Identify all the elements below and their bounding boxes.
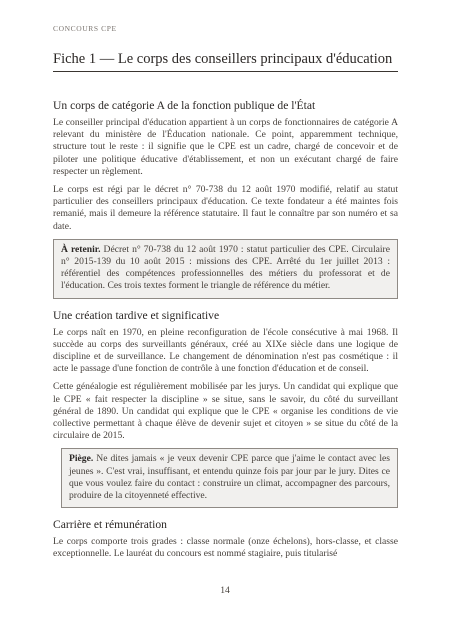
section-creation <box>53 308 398 509</box>
callout-text <box>69 453 390 502</box>
paragraph: Le corps naît en 1970, en pleine reconfiguration de l'école consécutive à mai 1968. Il succède au corps des surveillants généraux, créé au XIXe siècle dans une logique de discipline et de surveillance. Le changement de dénomination n'est pas cosmétique : il acte le passage d'une fonction de contrôle à une fonction d'éducation et de conseil. <box>53 326 398 375</box>
callout-body: Ne dites jamais « je veux devenir CPE parce que j'aime le contact avec les jeunes ». C'est vrai, insuffisant, et entendu quinze fois par jour par le jury. Dites ce que vous voulez faire du contact : construire un climat, accompagner des parcours, produire de la citoyenneté effective. <box>69 453 390 502</box>
callout-piege <box>61 448 398 508</box>
callout-a-retenir <box>53 239 398 299</box>
section-heading: Carrière et rémunération <box>53 518 167 532</box>
page-number: 14 <box>220 585 230 596</box>
section-heading: Une création tardive et significative <box>53 308 220 322</box>
section-carriere <box>53 517 398 560</box>
title-rule <box>53 71 398 72</box>
callout-text <box>61 244 390 293</box>
paragraph: Le conseiller principal d'éducation appartient à un corps de fonctionnaires de catégorie A relevant du ministère de l'Éducation nationale. Ce point, apparemment technique, structure tout le reste : il signifie que le CPE est un cadre, chargé de concevoir et de piloter une politique éducative d'établissement, et non un exécutant chargé de faire respecter un règlement. <box>53 117 398 177</box>
chapter-title: Fiche 1 — Le corps des conseillers principaux d'éducation <box>53 51 393 67</box>
section-heading: Un corps de catégorie A de la fonction publique de l'État <box>53 99 316 112</box>
callout-body: Décret n° 70-738 du 12 août 1970 : statut particulier des CPE. Circulaire n° 2015-139 du 10 août 2015 : missions des CPE. Arrêté du 1er juillet 2013 : référentiel des compétences professionnelles des métiers du professorat et de l'éducation. Ces trois textes forment le triangle de référence du métier. <box>61 243 390 292</box>
paragraph: Le corps comporte trois grades : classe normale (onze échelons), hors-classe, et classe exceptionnelle. Le lauréat du concours est nommé stagiaire, puis titularisé <box>53 536 398 560</box>
callout-label: À retenir. <box>61 243 101 255</box>
callout-label: Piège. <box>69 453 94 465</box>
running-head: CONCOURS CPE <box>53 24 117 33</box>
page-content <box>53 98 398 567</box>
paragraph: Cette généalogie est régulièrement mobilisée par les jurys. Un candidat qui explique que le CPE « fait respecter la discipline » se situe, sans le savoir, du côté du surveillant général de 1890. Un candidat qui explique que le CPE « organise les conditions de vie collective permettant à chaque élève de devenir sujet et citoyen » se situe du côté de la circulaire de 2015. <box>53 381 398 442</box>
section-statut <box>53 98 398 299</box>
paragraph: Le corps est régi par le décret n° 70-738 du 12 août 1970 modifié, relatif au statut particulier des conseillers principaux d'éducation. Ce texte fondateur a été maintes fois remanié, mais il demeure la référence statutaire. Il faut le connaître par son numéro et sa date. <box>53 184 398 232</box>
